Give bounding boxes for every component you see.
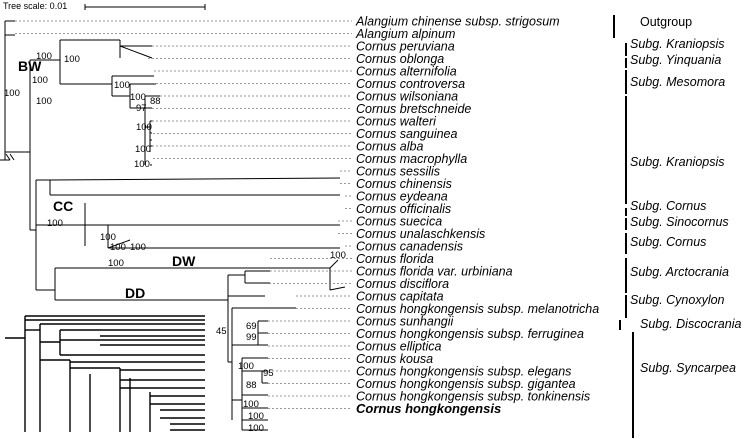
- taxon-label: Cornus elliptica: [356, 339, 442, 354]
- support-value: 69: [246, 321, 257, 332]
- support-value: 100: [114, 80, 130, 91]
- clade-label: DW: [172, 253, 196, 269]
- support-value: 100: [130, 242, 146, 253]
- taxon-label: Cornus suecica: [356, 214, 443, 229]
- support-value: 100: [135, 144, 151, 155]
- support-value: 100: [238, 361, 254, 372]
- taxon-label: Cornus disciflora: [356, 277, 450, 291]
- inset-tree-thumbnail: [5, 316, 205, 432]
- taxon-label: Cornus controversa: [356, 77, 466, 91]
- support-value: 99: [246, 332, 257, 343]
- subgenus-label: Subg. Cornus: [630, 235, 707, 249]
- taxon-label: Cornus bretschneide: [356, 102, 472, 116]
- support-value: 88: [246, 380, 257, 391]
- support-value: 88: [150, 96, 161, 107]
- taxon-label: Cornus peruviana: [356, 39, 455, 54]
- taxon-label: Cornus hongkongensis subsp. melanotricha: [356, 302, 600, 316]
- subgenus-label: Subg. Arctocrania: [630, 265, 729, 279]
- subgenus-label: Subg. Kraniopsis: [630, 155, 725, 169]
- subgenus-label: Subg. Syncarpea: [640, 361, 736, 375]
- taxon-label: Cornus oblonga: [356, 52, 445, 66]
- subgenus-label: Subg. Mesomora: [630, 75, 726, 89]
- subgenus-label: Subg. Cornus: [630, 199, 707, 213]
- support-value: 100: [243, 399, 259, 410]
- taxon-label: Cornus alternifolia: [356, 64, 457, 79]
- taxon-label: Alangium chinense subsp. strigosum: [356, 14, 560, 29]
- support-value: 100: [36, 51, 52, 62]
- subgenus-label: Outgroup: [640, 15, 693, 29]
- taxon-label: Alangium alpinum: [356, 27, 456, 41]
- taxon-label: Cornus sanguinea: [356, 127, 458, 141]
- taxon-label: Cornus officinalis: [356, 202, 452, 216]
- taxon-label: Cornus hongkongensis subsp. elegans: [356, 364, 572, 379]
- taxon-label: Cornus hongkongensis: [356, 401, 502, 416]
- support-value: 100: [110, 242, 126, 253]
- support-value: 100: [248, 411, 264, 422]
- taxon-label: Cornus wilsoniana: [356, 89, 459, 104]
- support-value: 100: [36, 96, 52, 107]
- support-value: 100: [130, 92, 146, 103]
- support-value: 100: [248, 423, 264, 434]
- support-value: 95: [263, 368, 274, 379]
- clade-label: DD: [125, 285, 146, 301]
- taxon-label: Cornus canadensis: [356, 239, 464, 254]
- taxon-label: Cornus macrophylla: [356, 152, 468, 166]
- taxon-label: Cornus kousa: [356, 352, 434, 366]
- support-values: [4, 51, 346, 434]
- support-value: 100: [47, 218, 63, 229]
- taxon-label: Cornus eydeana: [356, 189, 448, 204]
- subgenus-label: Subg. Sinocornus: [630, 215, 729, 229]
- taxon-label: Cornus hongkongensis subsp. gigantea: [356, 377, 576, 391]
- taxon-label: Cornus florida: [356, 252, 434, 266]
- subgenus-label: Subg. Kraniopsis: [630, 37, 725, 51]
- support-value: 100: [4, 88, 20, 99]
- support-value: 100: [136, 122, 152, 133]
- subgenus-groups: [614, 15, 741, 438]
- clade-label: CC: [53, 198, 74, 214]
- taxon-label: Cornus capitata: [356, 289, 444, 304]
- subgenus-label: Subg. Yinquania: [630, 53, 722, 67]
- taxon-label: Cornus hongkongensis subsp. tonkinensis: [356, 389, 591, 404]
- support-value: 100: [100, 232, 116, 243]
- support-value: 100: [330, 250, 346, 261]
- taxon-label: Cornus walteri: [356, 114, 436, 129]
- support-value: 100: [108, 258, 124, 269]
- taxon-label: Cornus chinensis: [356, 177, 452, 191]
- taxon-label: Cornus sessilis: [356, 164, 441, 179]
- taxon-label: Cornus hongkongensis subsp. ferruginea: [356, 327, 584, 341]
- tree-scale-label: Tree scale: 0.01: [3, 1, 68, 11]
- support-value: 100: [134, 159, 150, 170]
- taxon-labels: [355, 15, 599, 417]
- support-value: 100: [32, 75, 48, 86]
- taxon-label: Cornus florida var. urbiniana: [356, 264, 513, 279]
- tip-leader-lines: [15, 21, 352, 409]
- clade-label: BW: [18, 58, 42, 74]
- support-value: 45: [216, 326, 227, 337]
- support-value: 100: [64, 54, 80, 65]
- taxon-label: Cornus sunhangii: [356, 314, 454, 329]
- support-value: 97: [136, 103, 147, 114]
- tree-scale: [3, 1, 205, 11]
- taxon-label: Cornus alba: [356, 139, 424, 154]
- subgenus-label: Subg. Discocrania: [640, 317, 742, 331]
- subgenus-label: Subg. Cynoxylon: [630, 293, 725, 307]
- taxon-label: Cornus unalaschkensis: [356, 227, 486, 241]
